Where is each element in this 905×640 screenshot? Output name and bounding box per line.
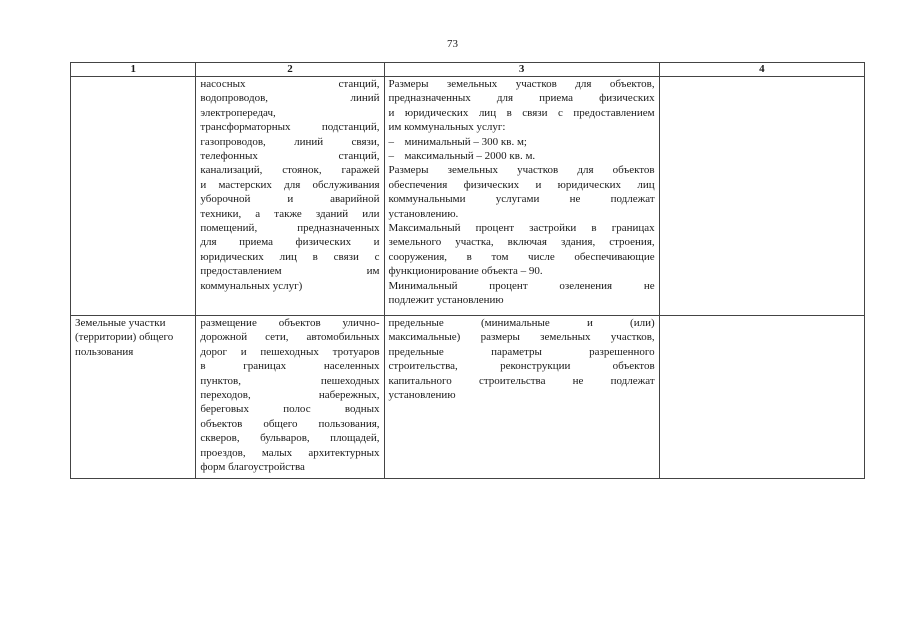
row1-col2-line: уборочной и аварийной: [200, 193, 380, 206]
row2-col2-line: дорог и пешеходных тротуаров: [200, 345, 380, 358]
row2-col1-line: (территории) общего: [75, 331, 174, 344]
row1-col3-line: и юридических лиц в связи с предоставлением: [388, 106, 655, 119]
row2-col3-line: капитального строительства не подлежат: [388, 374, 655, 387]
row1-col3-line: сооружения, в том числе обеспечивающие: [388, 250, 655, 263]
row1-col3-line: обеспечения физических и юридических лиц: [388, 178, 655, 191]
row2-col3-line: предельные параметры разрешенного: [388, 345, 655, 358]
row1-col2-line: канализаций, стоянок, гаражей: [200, 164, 380, 177]
row2-col2-line: размещение объектов улично-: [200, 317, 380, 329]
row2-col2-line: береговых полос водных: [200, 403, 380, 416]
row1-col2-line: электропередач,: [200, 106, 276, 119]
table-header-row: [71, 63, 865, 77]
header-col-2: 2: [196, 63, 384, 77]
row1-col3-line: земельного участка, включая здания, строения,: [388, 236, 655, 249]
row1-col3-line: Минимальный процент озеленения не: [388, 279, 655, 292]
row1-col2-line: газопроводов, линий связи,: [200, 135, 380, 148]
row2-col2-line: скверов, бульваров, площадей,: [200, 432, 380, 445]
row1-col3-line: Максимальный процент застройки в границах: [388, 222, 655, 235]
row2-col1-line: Земельные участки: [75, 317, 166, 329]
row1-col4-cell: [659, 77, 864, 316]
row2-col2-line: дорожной сети, автомобильных: [200, 331, 380, 344]
header-col-3: 3: [384, 63, 659, 77]
table-row: [71, 77, 865, 316]
row2-col2-line: переходов, набережных,: [200, 389, 380, 402]
row2-col2-line: объектов общего пользования,: [200, 417, 380, 430]
row1-col2-line: для приема физических и: [200, 236, 380, 249]
row1-col1-cell: [71, 77, 196, 316]
dash-marker: –: [388, 135, 395, 148]
row2-col3-line: максимальные) размеры земельных участков,: [388, 331, 655, 344]
row2-col4-cell: [659, 316, 864, 479]
row1-col2-line: трансформаторных подстанций,: [200, 121, 380, 134]
header-col-1: 1: [71, 63, 196, 77]
row2-col3-line: строительства, реконструкции объектов: [388, 360, 655, 373]
page-number: 73: [447, 38, 458, 50]
row2-col3-cell: [384, 316, 659, 479]
row1-col2-line: насосных станций,: [200, 78, 380, 90]
row1-col2-line: водопроводов, линий: [200, 92, 380, 105]
row1-col3-line: Размеры земельных участков для объектов: [388, 164, 655, 177]
row1-col2-line: помещений, предназначенных: [200, 222, 380, 235]
row2-col3-line: установлению: [388, 389, 456, 402]
row2-col2-line: в границах населенных: [200, 360, 380, 373]
row1-col3-line: установлению.: [388, 207, 459, 220]
table-row: [71, 316, 865, 479]
bullet-text: минимальный – 300 кв. м;: [404, 135, 527, 148]
row2-col2-line: проездов, малых архитектурных: [200, 446, 380, 459]
dash-marker: –: [388, 150, 395, 163]
row2-col2-line: форм благоустройства: [200, 461, 305, 474]
row1-col3-line: коммунальными услугами не подлежат: [388, 193, 655, 206]
row1-col2-line: коммунальных услуг): [200, 279, 303, 292]
row1-col2-line: юридических лиц в связи с: [200, 250, 380, 263]
row1-col3-line: подлежит установлению: [388, 294, 504, 307]
row1-col2-line: предоставлением им: [200, 265, 380, 278]
row2-col2-line: пунктов, пешеходных: [200, 374, 380, 387]
row2-col2-cell: [196, 316, 384, 479]
bullet-item: [389, 149, 655, 163]
row2-col1-line: пользования: [75, 345, 134, 358]
row1-col2-line: и мастерских для обслуживания: [200, 178, 380, 191]
row1-col2-line: техники, а также зданий или: [200, 207, 380, 220]
row1-col3-line: функционирование объекта – 90.: [388, 265, 543, 278]
bullet-text: максимальный – 2000 кв. м.: [404, 150, 536, 163]
bullet-item: [389, 135, 655, 149]
row1-col3-line: Размеры земельных участков для объектов,: [388, 78, 655, 90]
row1-col3-line: им коммунальных услуг:: [388, 121, 506, 134]
row2-col3-line: предельные (минимальные и (или): [388, 317, 655, 329]
row1-col2-cell: [196, 77, 384, 316]
row1-col3-line: предназначенных для приема физических: [388, 92, 655, 105]
regulations-table: [70, 62, 865, 479]
row1-col3-cell: [384, 77, 659, 316]
row1-col2-line: телефонных станций,: [200, 150, 380, 163]
header-col-4: 4: [659, 63, 864, 77]
row2-col1-cell: [71, 316, 196, 479]
